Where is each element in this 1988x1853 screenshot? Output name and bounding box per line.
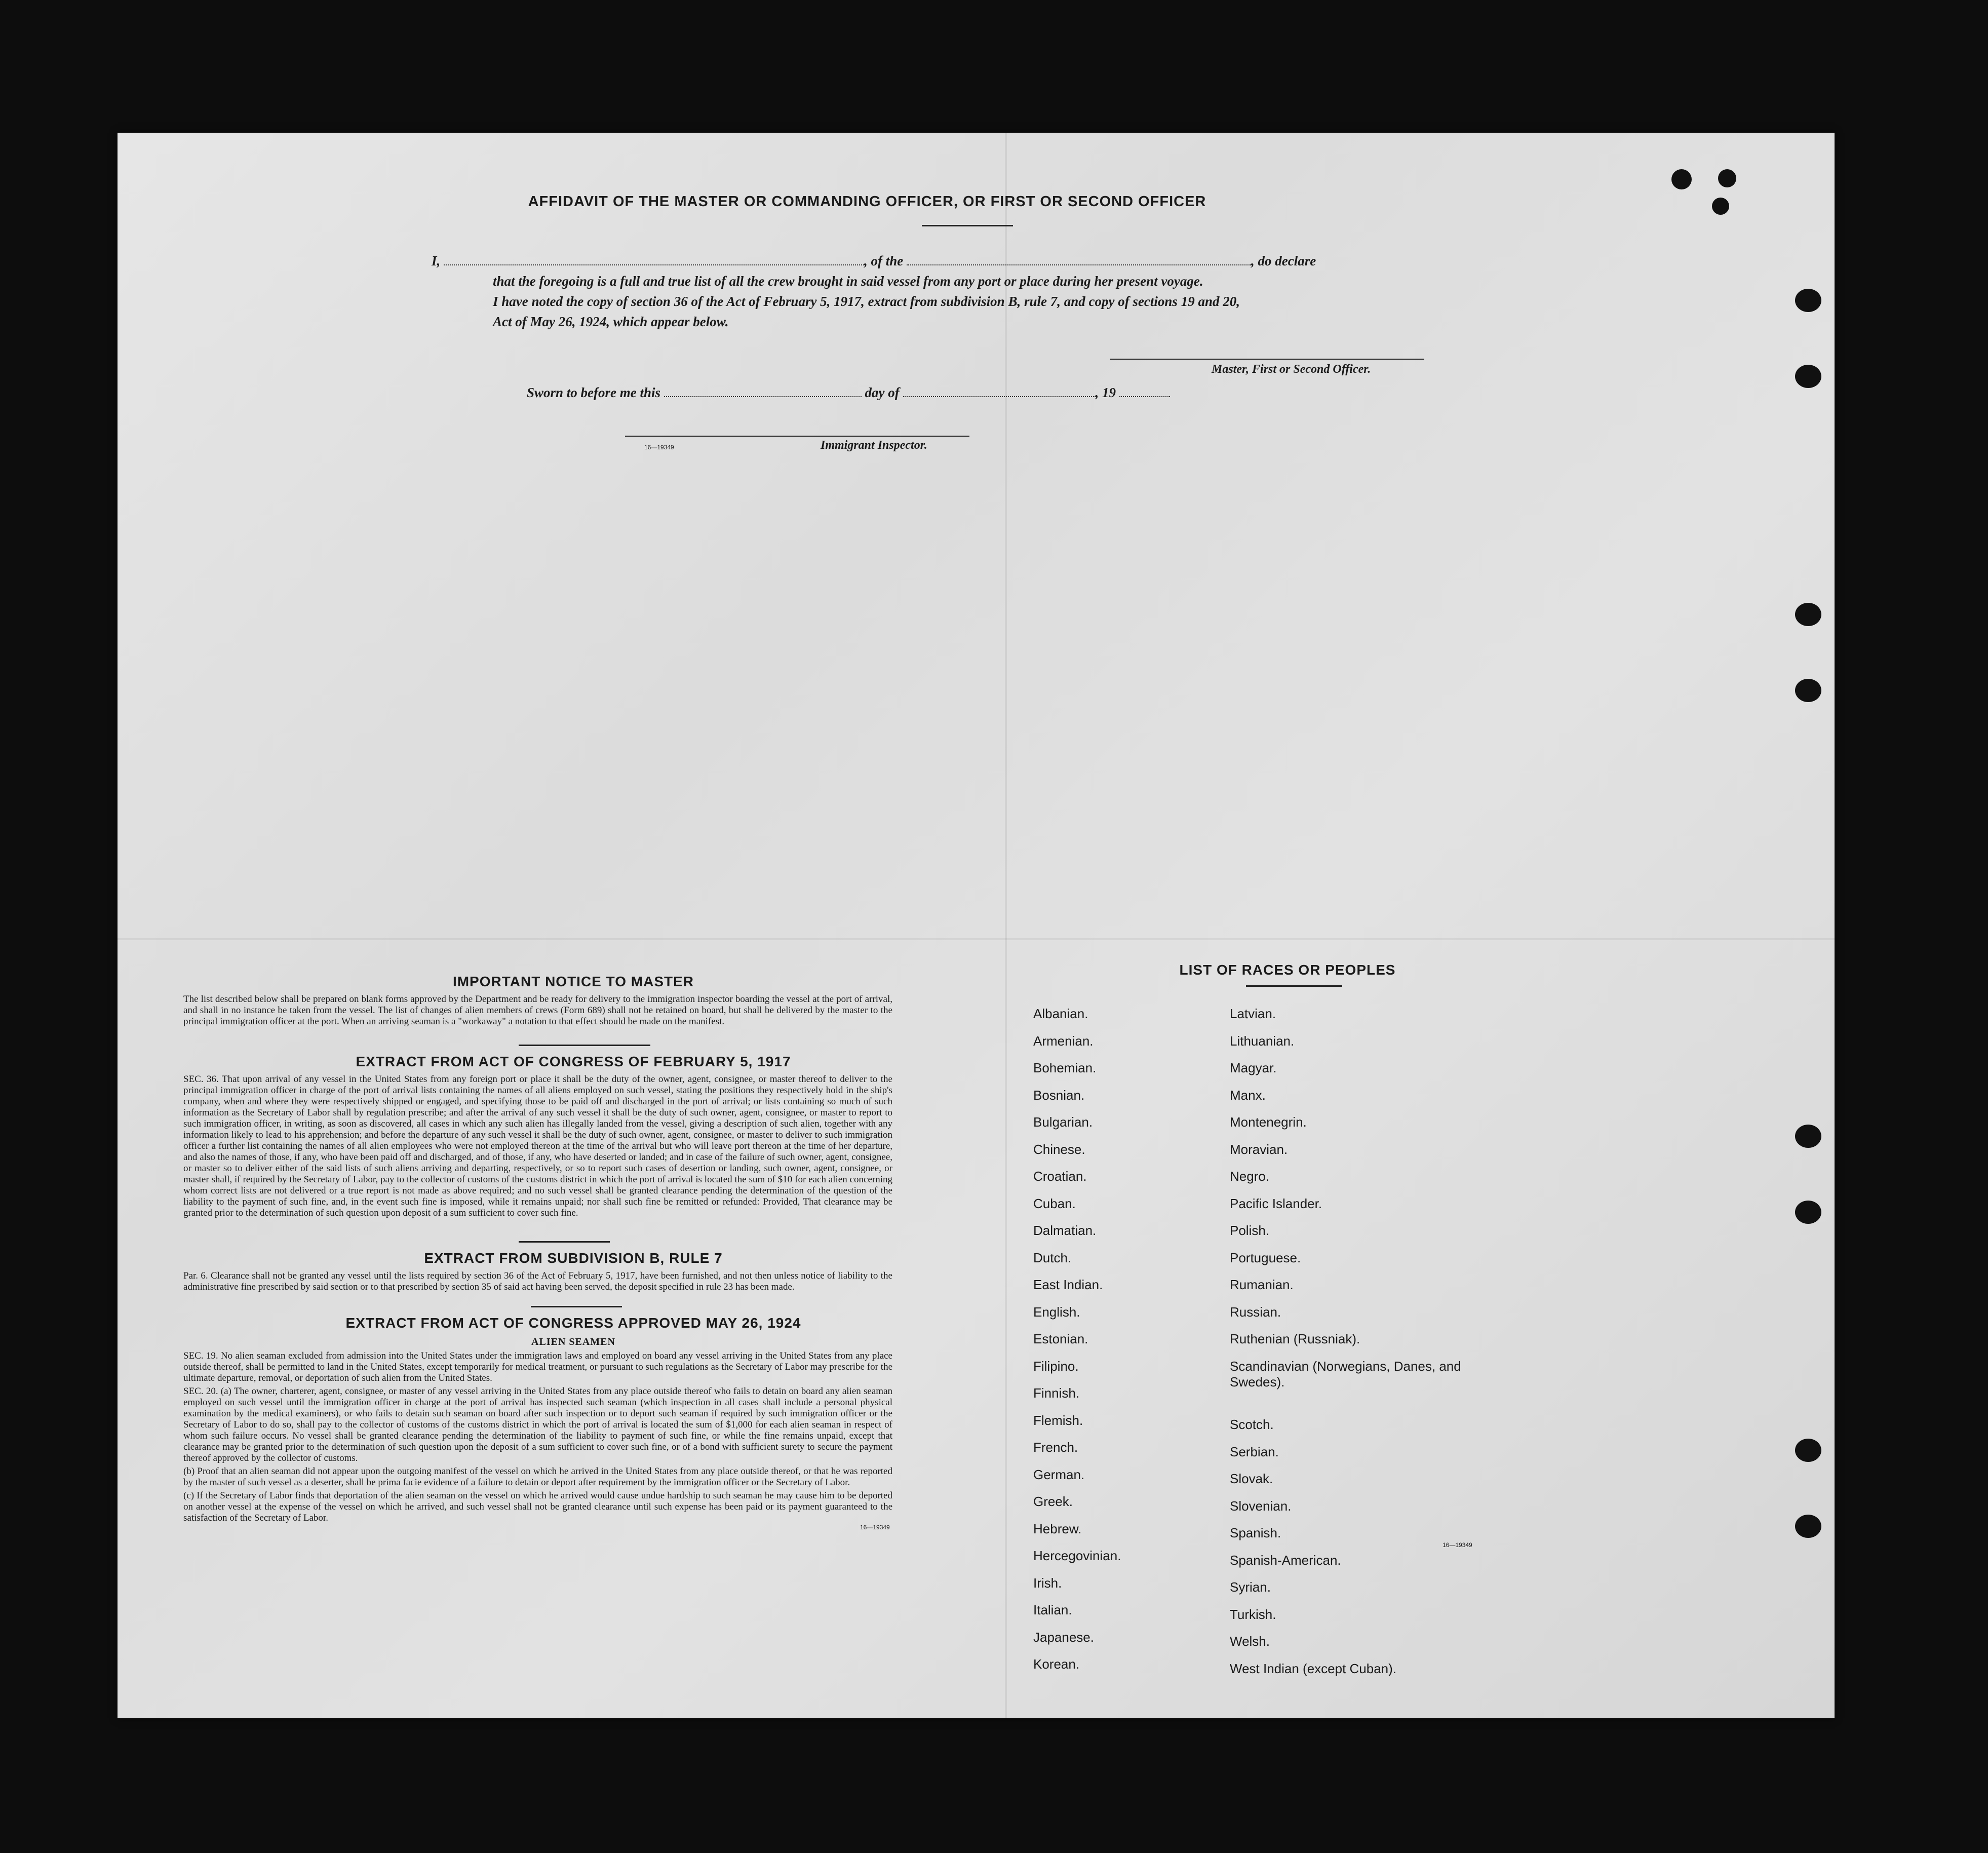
race-entry: Greek. (1033, 1494, 1073, 1509)
race-row (1033, 1413, 1121, 1440)
extract-rule7-title: EXTRACT FROM SUBDIVISION B, RULE 7 (424, 1250, 723, 1266)
race-entry: Flemish. (1033, 1412, 1083, 1428)
races-title: LIST OF RACES OR PEOPLES (1179, 962, 1396, 978)
race-entry: Irish. (1033, 1575, 1062, 1591)
sworn-line (527, 385, 1236, 401)
race-row (1033, 1656, 1121, 1684)
vessel-name-field[interactable] (907, 264, 1251, 265)
race-row (1033, 1277, 1121, 1304)
race-entry: West Indian (except Cuban). (1230, 1661, 1397, 1676)
race-row (1230, 1196, 1483, 1223)
race-entry: Hebrew. (1033, 1521, 1082, 1536)
race-entry: Serbian. (1230, 1444, 1279, 1459)
race-row (1230, 1033, 1483, 1061)
races-left-table (1033, 1006, 1121, 1684)
race-row (1033, 1114, 1121, 1142)
race-entry: Bohemian. (1033, 1060, 1097, 1075)
race-entry: Rumanian. (1230, 1277, 1294, 1292)
race-row (1033, 1494, 1121, 1521)
race-row (1230, 1277, 1483, 1304)
race-entry: Chinese. (1033, 1141, 1085, 1157)
punch-hole (1795, 365, 1821, 388)
document-page (118, 133, 1835, 1718)
race-row (1033, 1359, 1121, 1386)
races-form-number: 16—19349 (1443, 1541, 1472, 1549)
race-row (1033, 1196, 1121, 1223)
race-entry: Italian. (1033, 1602, 1072, 1617)
race-row (1033, 1575, 1121, 1603)
extract-1924-sec19: SEC. 19. No alien seaman excluded from admission into the United States under the immigration laws and employed on board any vessel arriving in the United States from any place outside thereof, shall be permitted to land in the United States, except temporarily for medical treatment, or pursuant to such regulations as the Secretary of Labor may prescribe for the ultimate departure, removal, or deportation of such alien from the United States. (183, 1350, 892, 1383)
extract-1924-title: EXTRACT FROM ACT OF CONGRESS APPROVED MAY 26, 1924 (345, 1315, 801, 1331)
race-entry: Welsh. (1230, 1634, 1270, 1649)
race-entry (1230, 1390, 1483, 1417)
punch-hole (1795, 1201, 1821, 1224)
affidavit-title: AFFIDAVIT OF THE MASTER OR COMMANDING OFFICER, OR FIRST OR SECOND OFFICER (528, 194, 1206, 210)
race-entry: Ruthenian (Russniak). (1230, 1331, 1360, 1346)
race-entry: East Indian. (1033, 1277, 1103, 1292)
race-row (1230, 1060, 1483, 1088)
extract-rule7-body: Par. 6. Clearance shall not be granted any vessel until the lists required by section 36 of the Act of February 5, 1917, have been furnished, and not then unless notice of liability to the administrative fine prescribed by said section or to that prescribed by section 35 of said act having been served, the deposit specified in rule 23 has been made. (183, 1270, 892, 1292)
race-row (1033, 1602, 1121, 1630)
race-row (1033, 1385, 1121, 1413)
notice-title: IMPORTANT NOTICE TO MASTER (452, 974, 694, 989)
race-entry: Cuban. (1033, 1195, 1076, 1211)
extract-1924-sec20a: SEC. 20. (a) The owner, charterer, agent, consignee, or master of any vessel arriving in the United States from any place outside thereof who fails to detain on board any alien seaman employed on such vessel until the immigration officer in charge at the port of arrival has inspected such seaman (which inspection in all cases shall include a personal physical examination by the medical examiners), or who fails to detain such seaman on board after such inspection or to deport such seaman if required by such immigration officer or the Secretary of Labor to do so, shall pay to the collector of customs of the customs district in which the port of arrival is located the sum of $1,000 for each alien seaman in respect of whom such failure occurs. No vessel shall be granted clearance pending the determination of the liability to payment of such fine, or while the fine remains unpaid, except that clearance may be granted prior to the determination of such question upon the deposit of a sum sufficient to cover such fine, or of a bond with sufficient surety to secure the payment thereof approved by the collector of customs. (183, 1386, 892, 1463)
master-signature-line[interactable] (1110, 359, 1424, 360)
race-row (1230, 1169, 1483, 1196)
race-row (1230, 1359, 1483, 1390)
race-row (1033, 1088, 1121, 1115)
punch-hole (1795, 1125, 1821, 1148)
race-row (1230, 1114, 1483, 1142)
punch-hole (1795, 679, 1821, 702)
race-row (1230, 1142, 1483, 1169)
race-row (1230, 1006, 1483, 1033)
declarant-name-field[interactable] (444, 264, 864, 265)
race-entry: Hercegovinian. (1033, 1548, 1121, 1563)
races-right-column (1230, 1006, 1483, 1688)
race-entry: Negro. (1230, 1169, 1270, 1184)
extract-1917-rule (519, 1241, 610, 1243)
race-row (1033, 1331, 1121, 1359)
race-entry: Bosnian. (1033, 1087, 1085, 1103)
race-row (1033, 1440, 1121, 1467)
notice-body: The list described below shall be prepared on blank forms approved by the Department and be ready for delivery to the immigration inspector boarding the vessel at the port of arrival, and shall in no instance be taken from the vessel. The list of changes of alien members of crews (Form 689) shall not be retained on board, but shall be delivered by the master to the principal immigration officer at the port. When an arriving seaman is a "workaway" a notation to that effect should be made on the manifest. (183, 994, 892, 1027)
punch-hole (1795, 603, 1821, 626)
race-entry: Japanese. (1033, 1629, 1094, 1645)
race-entry: Scandinavian (Norwegians, Danes, and Swedes). (1230, 1358, 1461, 1389)
race-row (1033, 1223, 1121, 1250)
punch-hole (1712, 198, 1729, 215)
race-entry: Manx. (1230, 1087, 1266, 1103)
inspector-signature-line[interactable] (625, 436, 969, 437)
race-entry: Dutch. (1033, 1250, 1072, 1265)
master-caption: Master, First or Second Officer. (1212, 363, 1371, 376)
sworn-year-field[interactable] (1119, 396, 1170, 397)
race-row (1230, 1444, 1483, 1472)
race-entry: Korean. (1033, 1656, 1080, 1672)
race-entry: Bulgarian. (1033, 1114, 1093, 1130)
punch-hole (1795, 289, 1821, 312)
race-row (1230, 1223, 1483, 1250)
race-row (1230, 1634, 1483, 1661)
extract-1924-subtitle: ALIEN SEAMEN (531, 1336, 615, 1347)
declaration-i: I, (432, 253, 441, 268)
race-entry: German. (1033, 1466, 1085, 1482)
race-row (1230, 1331, 1483, 1359)
race-entry: Slovenian. (1230, 1498, 1292, 1514)
declaration-line-2: that the foregoing is a full and true list of all the crew brought in said vessel from any port or place during her present voyage. (493, 274, 1203, 289)
punch-hole (1795, 1439, 1821, 1462)
race-entry: Pacific Islander. (1230, 1195, 1322, 1211)
race-row (1230, 1250, 1483, 1278)
punch-hole (1718, 169, 1736, 187)
declaration-line-1 (432, 253, 1450, 269)
notice-rule (519, 1045, 650, 1046)
race-entry: Albanian. (1033, 1006, 1088, 1021)
affidavit-title-rule (922, 225, 1013, 226)
race-entry: Armenian. (1033, 1033, 1094, 1049)
race-entry: Syrian. (1230, 1579, 1271, 1595)
race-entry: Magyar. (1230, 1060, 1277, 1075)
day-of-label: day of (865, 385, 900, 400)
race-row (1033, 1250, 1121, 1278)
races-left-column (1033, 1006, 1216, 1684)
race-entry: Estonian. (1033, 1331, 1088, 1346)
vertical-fold (1005, 133, 1007, 1718)
sworn-day-field[interactable] (664, 396, 862, 397)
race-entry: Portuguese. (1230, 1250, 1301, 1265)
race-entry: Moravian. (1230, 1141, 1288, 1157)
race-row (1033, 1142, 1121, 1169)
horizontal-fold (118, 938, 1835, 940)
sworn-label: Sworn to before me this (527, 385, 661, 400)
race-entry: Turkish. (1230, 1606, 1276, 1622)
race-row (1033, 1467, 1121, 1494)
race-row (1230, 1607, 1483, 1634)
race-row (1033, 1304, 1121, 1332)
race-entry: Spanish-American. (1230, 1552, 1341, 1568)
race-entry: Lithuanian. (1230, 1033, 1295, 1049)
race-entry: Latvian. (1230, 1006, 1276, 1021)
declaration-do-declare: , do declare (1251, 253, 1316, 268)
extract-1917-title: EXTRACT FROM ACT OF CONGRESS OF FEBRUARY 5, 1917 (356, 1054, 791, 1069)
extract-1924-form-number: 16—19349 (860, 1524, 890, 1531)
race-row (1230, 1304, 1483, 1332)
declaration-line-3: I have noted the copy of section 36 of the Act of February 5, 1917, extract from subdivision B, rule 7, and copy of sections 19 and 20, (493, 294, 1240, 309)
year-label: , 19 (1095, 385, 1116, 400)
race-row (1230, 1498, 1483, 1526)
sworn-month-field[interactable] (903, 396, 1096, 397)
race-row (1230, 1579, 1483, 1607)
race-row (1033, 1548, 1121, 1575)
inspector-caption: Immigrant Inspector. (821, 439, 927, 452)
declaration-of-the: , of the (864, 253, 904, 268)
race-entry: English. (1033, 1304, 1080, 1320)
race-row (1230, 1471, 1483, 1498)
race-row (1230, 1553, 1483, 1580)
race-entry: French. (1033, 1440, 1078, 1455)
races-right-table (1230, 1006, 1483, 1688)
race-entry: Spanish. (1230, 1525, 1281, 1540)
race-row (1033, 1006, 1121, 1033)
race-row (1033, 1630, 1121, 1657)
race-entry: Montenegrin. (1230, 1114, 1307, 1130)
race-entry: Finnish. (1033, 1385, 1080, 1401)
race-row (1230, 1417, 1483, 1444)
race-row (1033, 1033, 1121, 1061)
race-entry: Slovak. (1230, 1471, 1273, 1486)
extract-rule7-rule (531, 1306, 622, 1307)
race-row (1033, 1060, 1121, 1088)
race-entry: Scotch. (1230, 1417, 1274, 1432)
extract-1924-sec20b: (b) Proof that an alien seaman did not appear upon the outgoing manifest of the vessel on which he arrived in the United States from any place outside thereof, or that he was reported by the master of such vessel as a deserter, shall be prima facie evidence of a failure to detain or deport after requirement by the immigration officer or the Secretary of Labor. (183, 1466, 892, 1488)
race-entry: Croatian. (1033, 1169, 1087, 1184)
race-row (1230, 1661, 1483, 1688)
extract-1924-sec20c: (c) If the Secretary of Labor finds that deportation of the alien seaman on the vessel on which he arrived would cause undue hardship to such seaman he may cause him to be deported on another vessel at the expense of the vessel on which he arrived, and such vessel shall not be granted clearance until such expense has been paid or its payment guaranteed to the satisfaction of the Secretary of Labor. (183, 1490, 892, 1523)
race-entry: Russian. (1230, 1304, 1281, 1320)
race-entry: Dalmatian. (1033, 1223, 1097, 1238)
affidavit-form-number: 16—19349 (644, 444, 674, 451)
race-entry: Filipino. (1033, 1358, 1079, 1374)
punch-hole (1795, 1515, 1821, 1538)
race-row (1230, 1088, 1483, 1115)
race-row (1033, 1169, 1121, 1196)
punch-hole (1671, 169, 1692, 189)
declaration-line-4: Act of May 26, 1924, which appear below. (493, 314, 729, 329)
extract-1917-body: SEC. 36. That upon arrival of any vessel in the United States from any foreign port or place it shall be the duty of the owner, agent, consignee, or master thereof to deliver to the principal immigration officer in charge of the port of arrival lists containing the names of all aliens employed on such vessel, stating the positions they respectively hold in the ship's company, when and where they were respectively shipped or engaged, and specifying those to be paid off and discharged in the port of arrival; or lists containing so much of such information as the Secretary of Labor shall by regulation prescribe; and after the arrival of any such vessel it shall be the duty of such owner, agent, consignee, or master to report to such immigration officer, in writing, as soon as discovered, all cases in which any such alien has illegally landed from the vessel, giving a description of such alien, together with any information likely to lead to his apprehension; and before the departure of any such vessel it shall be the duty of such owner, agent, consignee, or master to deliver to such immigration officer a further list containing the names of all alien employees who were not employed thereon at the time of the arrival but who will leave port thereon at the time of her departure, and also the names of those, if any, who have been paid off and discharged, and of those, if any, who have deserted or landed; and in case of the failure of such owner, agent, consignee, or master so to deliver either of the said lists of such aliens arriving and departing, respectively, or so to report such cases of desertion or landing, such owner, agent, consignee, or master shall, if required by the Secretary of Labor, pay to the collector of customs of the customs district in which the port of arrival is located the sum of $10 for each alien concerning whom correct lists are not delivered or a true report is not made as above required; and no such vessel shall be granted clearance pending the determination of the question of the liability to the payment of such fine, and, in the event such fine is imposed, while it remains unpaid; nor shall such fine be remitted or refunded: Provided, That clearance may be granted prior to the determination of such question upon deposit of a sum sufficient to cover such fine. (183, 1074, 892, 1218)
race-row (1033, 1521, 1121, 1549)
race-row (1230, 1390, 1483, 1417)
race-entry: Polish. (1230, 1223, 1270, 1238)
races-title-rule (1246, 985, 1342, 987)
